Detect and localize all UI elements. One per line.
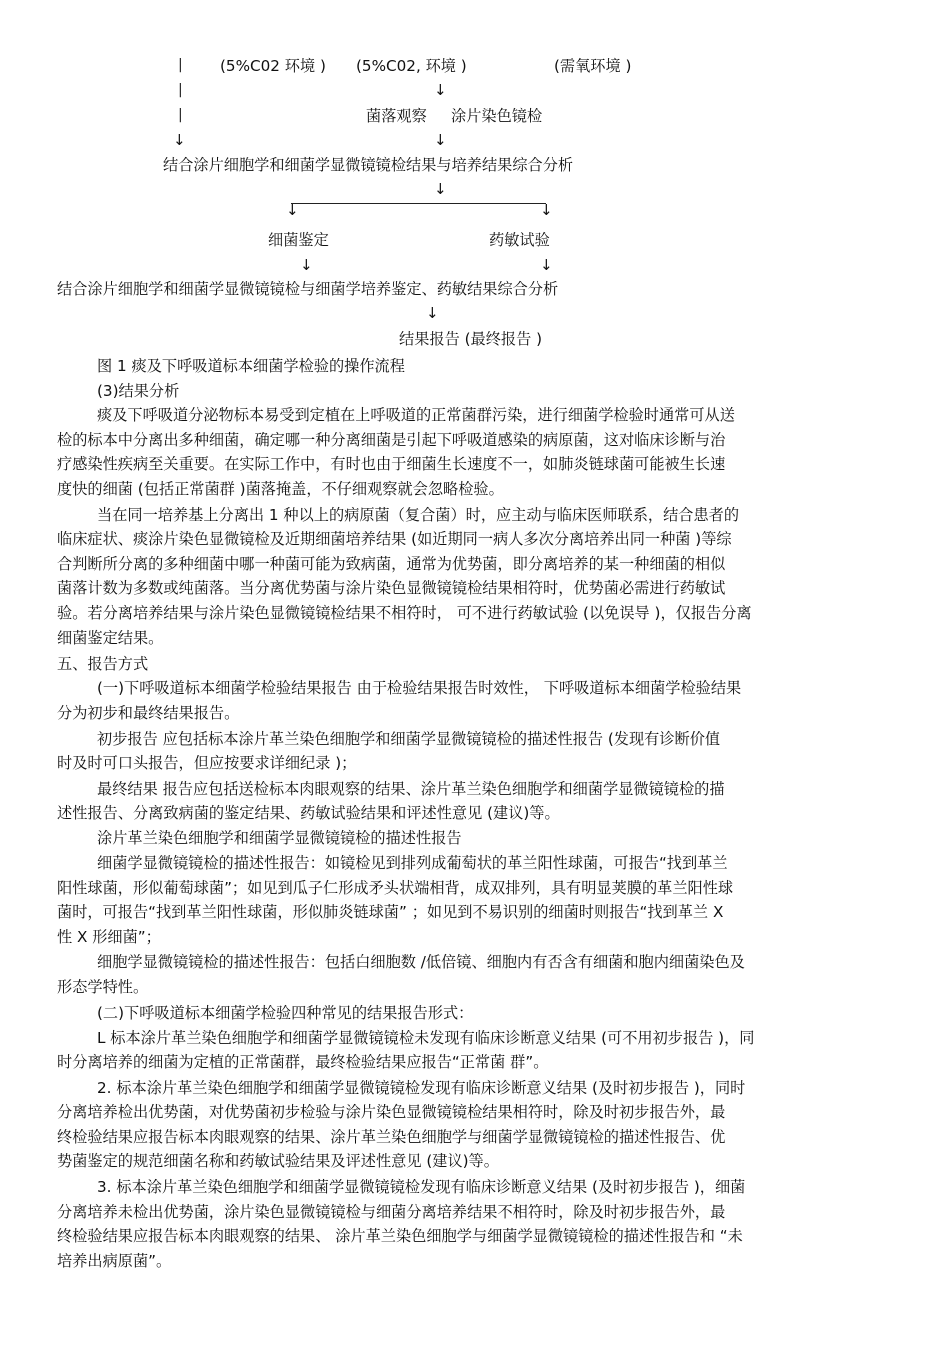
paragraph-line: 阳性球菌，形似葡萄球菌”；如见到瓜子仁形成矛头状端相背，成双排列，具有明显荚膜的革兰阳性球 [57,879,734,897]
paragraph-line: 述性报告、分离致病菌的鉴定结果、药敏试验结果和评述性意见 (建议)等。 [57,804,560,822]
down-arrow-icon: ↓ [540,256,553,274]
down-arrow-icon: ↓ [286,201,299,219]
env-label-3: (需氧环境 ) [554,57,632,75]
paragraph-line: 验。若分离培养结果与涂片染色显微镜镜检结果不相符时， 可不进行药敏试验 (以免误导 )，仅报告分离 [57,604,752,622]
paragraph-line: 分为初步和最终结果报告。 [57,704,240,722]
combine-analysis-2: 结合涂片细胞学和细菌学显微镜镜检与细菌学培养鉴定、药敏结果综合分析 [57,280,559,298]
down-arrow-icon: ↓ [300,256,313,274]
paragraph-line: 终检验结果应报告标本肉眼观察的结果、 涂片革兰染色细胞学与细菌学显微镜镜检的描述性报告和 “未 [57,1227,743,1245]
paragraph-line: 涂片革兰染色细胞学和细菌学显微镜镜检的描述性报告 [97,829,462,847]
paragraph-line: 菌落计数为多数或纯菌落。当分离优势菌与涂片染色显微镜镜检结果相符时，优势菌必需进行药敏试 [57,579,726,597]
smear-stain-exam: 涂片染色镜检 [451,107,543,125]
paragraph-line: 疗感染性疾病至关重要。在实际工作中，有时也由于细菌生长速度不一，如肺炎链球菌可能被生长速 [57,455,726,473]
flow-bar: | [178,57,183,73]
paragraph-line: 细胞学显微镜镜检的描述性报告：包括白细胞数 /低倍镜、细胞内有否含有细菌和胞内细菌染色及 [97,953,745,971]
paragraph-line: 检的标本中分离出多种细菌，确定哪一种分离细菌是引起下呼吸道感染的病原菌，这对临床诊断与治 [57,431,726,449]
paragraph-line: 合判断所分离的多种细菌中哪一种菌可能为致病菌，通常为优势菌，即分离培养的某一种细菌的相似 [57,555,726,573]
drug-sensitivity-test: 药敏试验 [489,231,550,249]
paragraph-line: 最终结果 报告应包括送检标本肉眼观察的结果、涂片革兰染色细胞学和细菌学显微镜镜检的描 [97,780,725,798]
combine-analysis-1: 结合涂片细胞学和细菌学显微镜镜检结果与培养结果综合分析 [163,156,574,174]
paragraph-line: 3. 标本涂片革兰染色细胞学和细菌学显微镜镜检发现有临床诊断意义结果 (及时初步报告 )，细菌 [97,1178,746,1196]
paragraph-line: (一)下呼吸道标本细菌学检验结果报告 由于检验结果报告时效性， 下呼吸道标本细菌学检验结果 [97,679,742,697]
branch-line [291,203,546,204]
flow-bar: | [178,82,183,98]
down-arrow-icon: ↓ [173,131,186,149]
paragraph-line: 临床症状、痰涂片染色显微镜检及近期细菌培养结果 (如近期同一病人多次分离培养出同一种菌 )等综 [57,530,732,548]
down-arrow-icon: ↓ [426,304,439,322]
paragraph-line: 2. 标本涂片革兰染色细胞学和细菌学显微镜镜检发现有临床诊断意义结果 (及时初步报告 )，同时 [97,1079,746,1097]
paragraph-line: 时及时可口头报告，但应按要求详细纪录 )； [57,754,357,772]
bacteria-identification: 细菌鉴定 [268,231,329,249]
paragraph-line: (二)下呼吸道标本细菌学检验四种常见的结果报告形式： [97,1004,474,1022]
paragraph-line: 势菌鉴定的规范细菌名称和药敏试验结果及评述性意见 (建议)等。 [57,1152,499,1170]
paragraph-line: 分离培养检出优势菌，对优势菌初步检验与涂片染色显微镜镜检结果相符时，除及时初步报告外，最 [57,1103,726,1121]
paragraph-line: 初步报告 应包括标本涂片革兰染色细胞学和细菌学显微镜镜检的描述性报告 (发现有诊断价值 [97,730,721,748]
paragraph-line: 度快的细菌 (包括正常菌群 )菌落掩盖，不仔细观察就会忽略检验。 [57,480,504,498]
paragraph-line: 培养出病原菌”。 [57,1252,172,1270]
paragraph-line: 细菌学显微镜镜检的描述性报告：如镜检见到排列成葡萄状的革兰阳性球菌，可报告“找到革兰 [97,854,728,872]
section-heading: 五、报告方式 [57,655,149,673]
paragraph-line: 菌时，可报告“找到革兰阳性球菌，形似肺炎链球菌” ；如见到不易识别的细菌时则报告“找到革兰 X [57,903,724,921]
paragraph-line: 细菌鉴定结果。 [57,629,164,647]
down-arrow-icon: ↓ [434,180,447,198]
down-arrow-icon: ↓ [434,131,447,149]
colony-observation: 菌落观察 [366,107,427,125]
paragraph-line: 性 X 形细菌”； [57,928,161,946]
flow-bar: | [178,107,183,123]
paragraph-line: 时分离培养的细菌为定植的正常菌群，最终检验结果应报告“正常菌 群”。 [57,1053,549,1071]
down-arrow-icon: ↓ [434,81,447,99]
paragraph-line: 终检验结果应报告标本肉眼观察的结果、涂片革兰染色细胞学与细菌学显微镜镜检的描述性报告、优 [57,1128,726,1146]
figure-caption: 图 1 痰及下呼吸道标本细菌学检验的操作流程 [97,357,405,375]
final-report: 结果报告 (最终报告 ) [399,330,543,348]
env-label-2: (5%C02, 环境 ) [356,57,467,75]
down-arrow-icon: ↓ [540,201,553,219]
paragraph-line: L 标本涂片革兰染色细胞学和细菌学显微镜镜检未发现有临床诊断意义结果 (可不用初步报告 )，同 [97,1029,755,1047]
paragraph-line: 形态学特性。 [57,978,149,996]
paragraph-line: 痰及下呼吸道分泌物标本易受到定植在上呼吸道的正常菌群污染，进行细菌学检验时通常可从送 [97,406,735,424]
paragraph-line: 分离培养未检出优势菌，涂片染色显微镜镜检与细菌分离培养结果不相符时，除及时初步报告外，最 [57,1203,726,1221]
paragraph-line: 当在同一培养基上分离出 1 种以上的病原菌（复合菌）时，应主动与临床医师联系，结合患者的 [97,506,740,524]
section-heading: (3)结果分析 [97,382,180,400]
env-label-1: (5%C02 环境 ) [220,57,326,75]
